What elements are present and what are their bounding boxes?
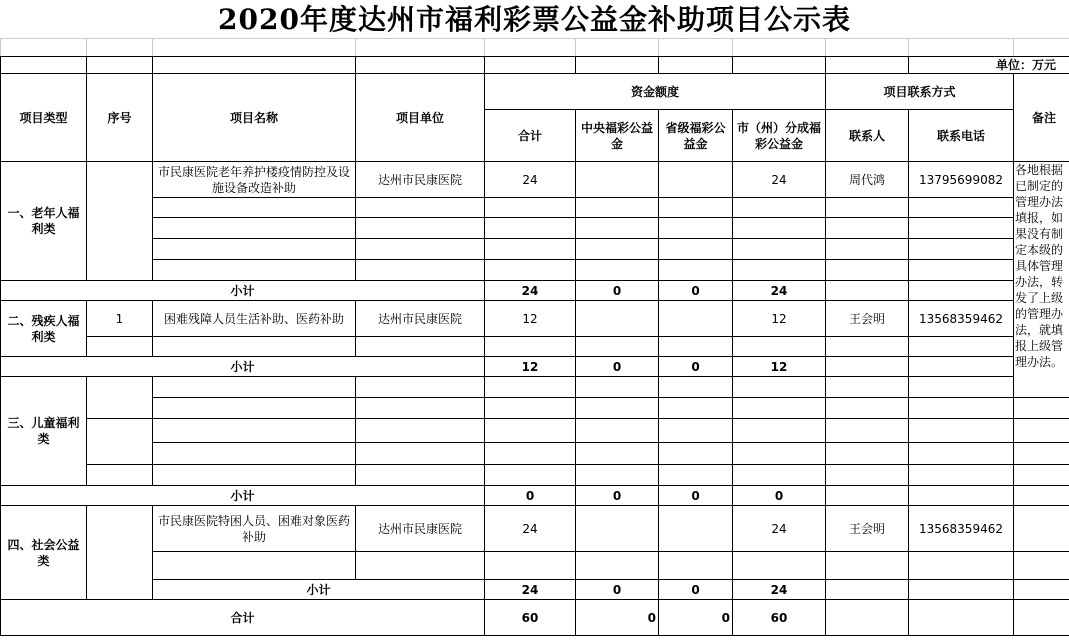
grand-total-province: 0 [659,600,733,636]
empty-cell [733,337,826,357]
empty-cell [1,57,87,74]
empty-cell [576,301,659,337]
grand-total-sum: 60 [485,600,576,636]
contact-person-cell: 周代鸿 [826,162,909,198]
empty-cell [909,398,1014,419]
subsidy-table [0,38,1069,636]
empty-cell [659,506,733,552]
empty-cell [1014,600,1069,636]
empty-cell [826,57,909,74]
empty-cell [153,419,356,443]
table-row [1,443,1069,465]
empty-cell [485,465,576,486]
sum-cell: 12 [485,301,576,337]
empty-cell [153,260,356,281]
category-cell: 三、儿童福利类 [1,377,87,486]
empty-cell [356,443,485,465]
empty-cell [1014,419,1069,443]
empty-cell [87,377,153,419]
empty-cell [485,552,576,580]
empty-cell [909,580,1014,600]
empty-cell [659,419,733,443]
empty-cell [485,398,576,419]
project-name-cell: 市民康医院特困人员、困难对象医药补助 [153,506,356,552]
table-row [1,301,1069,337]
empty-cell [733,57,826,74]
empty-cell [576,337,659,357]
empty-cell [826,419,909,443]
subtotal-row [1,486,1069,506]
header-city: 市（州）分成福彩公益金 [733,110,826,162]
table-row [1,506,1069,552]
header-person: 联系人 [826,110,909,162]
grand-total-label: 合计 [1,600,485,636]
empty-cell [1014,552,1069,580]
contact-person-cell: 王会明 [826,301,909,337]
empty-cell [576,506,659,552]
empty-cell [87,337,153,357]
empty-cell [733,552,826,580]
empty-cell [909,419,1014,443]
seq-cell: 1 [87,301,153,337]
empty-cell [826,218,909,239]
page-title: 2020年度达州市福利彩票公益金补助项目公示表 [218,3,851,36]
subtotal-province: 0 [659,486,733,506]
empty-cell [485,337,576,357]
project-name-cell: 困难残障人员生活补助、医药补助 [153,301,356,337]
empty-cell [826,337,909,357]
header-org: 项目单位 [356,74,485,162]
subtotal-central: 0 [576,281,659,301]
grand-total-city: 60 [733,600,826,636]
empty-cell [576,552,659,580]
empty-cell [1014,398,1069,419]
subtotal-city: 24 [733,281,826,301]
category-cell: 一、老年人福利类 [1,162,87,281]
category-cell: 二、残疾人福利类 [1,301,87,357]
header-row-1 [1,74,1069,110]
empty-cell [153,239,356,260]
city-fund-cell: 12 [733,301,826,337]
unit-label: 单位：万元 [909,57,1069,74]
empty-cell [909,39,1014,57]
empty-cell [909,377,1014,398]
project-org-cell: 达州市民康医院 [356,301,485,337]
empty-cell [576,239,659,260]
empty-cell [485,260,576,281]
empty-cell [356,419,485,443]
subtotal-city: 0 [733,486,826,506]
empty-cell [826,465,909,486]
empty-cell [659,260,733,281]
subtotal-label: 小计 [1,486,485,506]
empty-cell [826,377,909,398]
empty-cell [659,443,733,465]
empty-cell [659,465,733,486]
empty-cell [1,39,87,57]
empty-cell [576,465,659,486]
empty-cell [826,281,909,301]
header-sum: 合计 [485,110,576,162]
table-row [1,337,1069,357]
empty-cell [576,377,659,398]
empty-cell [87,465,153,486]
contact-person-cell: 王会明 [826,506,909,552]
empty-cell [153,398,356,419]
empty-cell [733,398,826,419]
empty-cell [485,39,576,57]
empty-cell [356,552,485,580]
subtotal-sum: 0 [485,486,576,506]
city-fund-cell: 24 [733,162,826,198]
empty-cell [485,377,576,398]
subtotal-sum: 24 [485,281,576,301]
empty-cell [485,443,576,465]
table-row [1,552,1069,580]
table-row [1,218,1069,239]
empty-cell [659,552,733,580]
header-seq: 序号 [87,74,153,162]
subtotal-sum: 12 [485,357,576,377]
empty-cell [659,239,733,260]
contact-phone-cell: 13568359462 [909,506,1014,552]
empty-cell [1014,39,1069,57]
header-name: 项目名称 [153,74,356,162]
empty-cell [909,218,1014,239]
empty-cell [909,443,1014,465]
empty-cell [826,260,909,281]
empty-cell [733,239,826,260]
empty-cell [733,260,826,281]
empty-cell [659,57,733,74]
remark-cell: 各地根据已制定的管理办法填报，如果没有制定本级的具体管理办法，转发了上级的管理办法，就填报上级管理办法。 [1014,162,1069,398]
subtotal-label: 小计 [1,357,485,377]
subtotal-label: 小计 [1,281,485,301]
subtotal-row [1,357,1069,377]
empty-cell [356,239,485,260]
empty-cell [733,218,826,239]
empty-cell [576,419,659,443]
empty-cell [356,39,485,57]
empty-cell [909,198,1014,218]
subtotal-province: 0 [659,281,733,301]
empty-cell [576,57,659,74]
empty-cell [659,398,733,419]
subtotal-city: 24 [733,580,826,600]
empty-cell [576,162,659,198]
empty-cell [826,580,909,600]
table-row [1,465,1069,486]
subtotal-central: 0 [576,580,659,600]
empty-cell [87,419,153,465]
empty-cell [576,260,659,281]
empty-cell [485,218,576,239]
empty-cell [909,552,1014,580]
empty-cell [1014,486,1069,506]
empty-cell [485,239,576,260]
category-cell: 四、社会公益类 [1,506,87,600]
empty-cell [909,281,1014,301]
empty-cell [659,337,733,357]
empty-cell [659,162,733,198]
empty-cell [87,57,153,74]
project-org-cell: 达州市民康医院 [356,162,485,198]
empty-cell [356,198,485,218]
empty-cell [485,198,576,218]
empty-cell [733,419,826,443]
empty-cell [485,419,576,443]
empty-cell [153,552,356,580]
blank-grid-row [1,39,1069,57]
sum-cell: 24 [485,162,576,198]
seq-cell [87,162,153,281]
empty-cell [826,198,909,218]
table-row [1,377,1069,398]
empty-cell [826,600,909,636]
empty-cell [153,465,356,486]
empty-cell [1014,506,1069,552]
table-row [1,162,1069,198]
empty-cell [87,39,153,57]
empty-cell [153,198,356,218]
header-type: 项目类型 [1,74,87,162]
empty-cell [356,57,485,74]
empty-cell [356,398,485,419]
header-phone: 联系电话 [909,110,1014,162]
subtotal-label: 小计 [153,580,485,600]
empty-cell [1014,580,1069,600]
empty-cell [1014,465,1069,486]
empty-cell [659,198,733,218]
subtotal-row [1,580,1069,600]
header-province: 省级福彩公益金 [659,110,733,162]
contact-phone-cell: 13795699082 [909,162,1014,198]
empty-cell [733,377,826,398]
empty-cell [826,39,909,57]
empty-cell [576,398,659,419]
header-contact-group: 项目联系方式 [826,74,1014,110]
empty-cell [356,260,485,281]
project-org-cell: 达州市民康医院 [356,506,485,552]
grand-total-row [1,600,1069,636]
empty-cell [153,39,356,57]
table-row [1,239,1069,260]
grand-total-central: 0 [576,600,659,636]
empty-cell [153,57,356,74]
city-fund-cell: 24 [733,506,826,552]
subtotal-row [1,281,1069,301]
table-row [1,260,1069,281]
empty-cell [826,486,909,506]
empty-cell [826,443,909,465]
empty-cell [909,600,1014,636]
empty-cell [659,301,733,337]
empty-cell [909,337,1014,357]
sum-cell: 24 [485,506,576,552]
empty-cell [826,357,909,377]
empty-cell [733,198,826,218]
empty-cell [485,57,576,74]
header-remark: 备注 [1014,74,1069,162]
empty-cell [576,39,659,57]
empty-cell [356,218,485,239]
header-central: 中央福彩公益金 [576,110,659,162]
empty-cell [153,443,356,465]
subtotal-sum: 24 [485,580,576,600]
empty-cell [659,218,733,239]
empty-cell [1014,443,1069,465]
subtotal-central: 0 [576,357,659,377]
empty-cell [659,377,733,398]
empty-cell [909,239,1014,260]
empty-cell [733,443,826,465]
subtotal-central: 0 [576,486,659,506]
table-row [1,419,1069,443]
empty-cell [826,398,909,419]
header-fund-group: 资金额度 [485,74,826,110]
subtotal-city: 12 [733,357,826,377]
contact-phone-cell: 13568359462 [909,301,1014,337]
empty-cell [909,486,1014,506]
empty-cell [153,337,356,357]
empty-cell [153,377,356,398]
empty-cell [909,357,1014,377]
table-row [1,398,1069,419]
empty-cell [733,465,826,486]
empty-cell [826,552,909,580]
empty-cell [909,465,1014,486]
empty-cell [576,198,659,218]
unit-row [1,57,1069,74]
project-name-cell: 市民康医院老年养护楼疫情防控及设施设备改造补助 [153,162,356,198]
table-row [1,198,1069,218]
empty-cell [909,260,1014,281]
empty-cell [576,218,659,239]
empty-cell [356,337,485,357]
empty-cell [733,39,826,57]
subtotal-province: 0 [659,357,733,377]
seq-cell [87,506,153,600]
empty-cell [659,39,733,57]
subtotal-province: 0 [659,580,733,600]
empty-cell [576,443,659,465]
empty-cell [356,465,485,486]
empty-cell [153,218,356,239]
empty-cell [826,239,909,260]
empty-cell [356,377,485,398]
